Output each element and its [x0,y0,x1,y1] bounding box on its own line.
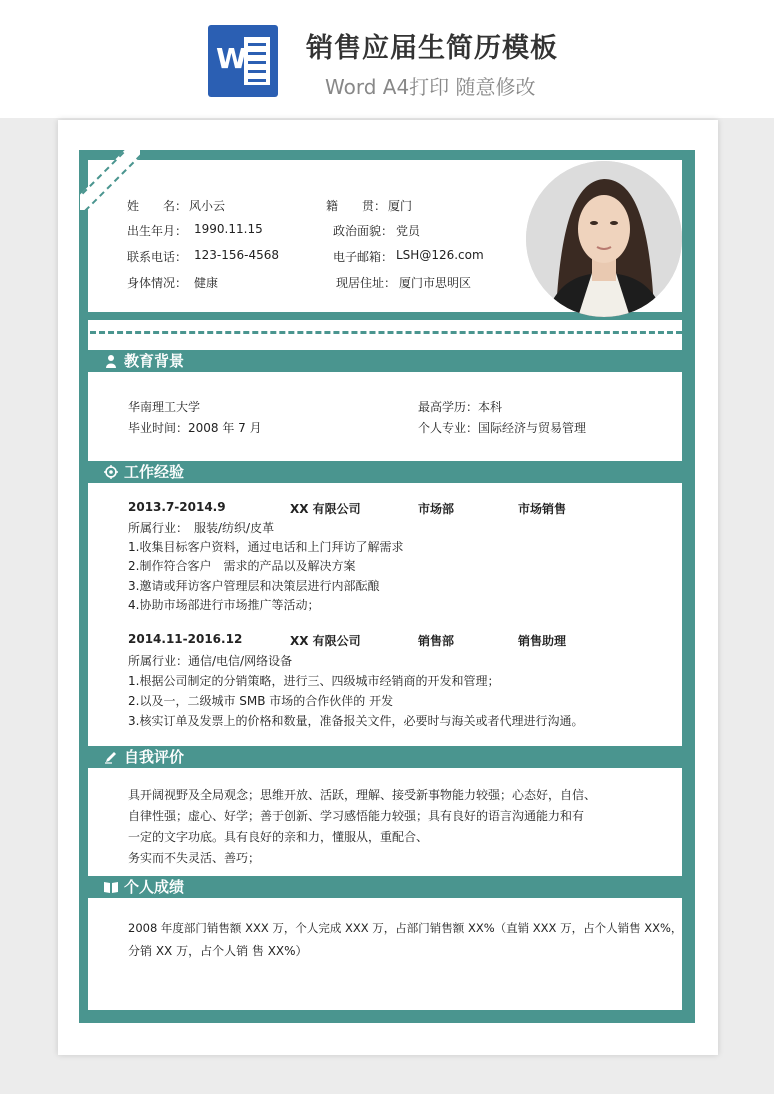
job2-industry: 所属行业：通信/电信/网络设备 [128,654,293,668]
job2-item: 3.核实订单及发票上的价格和数量，准备报关文件，必要时与海关或者代理进行沟通。 [128,714,584,728]
name-value: 风小云 [189,199,226,213]
health-value: 健康 [194,276,219,290]
political-value: 党员 [396,224,421,238]
job1-role: 市场销售 [518,502,567,516]
job1-item: 4.协助市场部进行市场推广等活动； [128,598,320,612]
self-eval-line: 一定的文字功底。具有良好的亲和力，懂服从，重配合、 [128,830,429,844]
school-name: 华南理工大学 [128,400,201,414]
major: 个人专业：国际经济与贸易管理 [418,421,587,435]
pen-icon [104,750,118,764]
name-label: 姓 名： [127,199,188,213]
job1-item: 1.收集目标客户资料，通过电话和上门拜访了解需求 [128,540,404,554]
job1-industry: 所属行业： 服装/纺织/皮革 [128,521,275,535]
degree: 最高学历：本科 [418,400,503,414]
address-label: 现居住址： [336,276,397,290]
dashed-divider [90,331,682,334]
email-label: 电子邮箱： [333,250,394,264]
page-title: 销售应届生简历模板 [306,33,558,64]
job2-role: 销售助理 [518,634,567,648]
achievement-line: 2008 年度部门销售额 XXX 万，个人完成 XXX 万，占部门销售额 XX%（直销 XXX 万，占个人销售 XX%， [128,921,683,935]
self-eval-line: 自律性强；虚心、好学；善于创新、学习感悟能力较强；具有良好的语言沟通能力和有 [128,809,585,823]
section-education: 教育背景 [88,350,687,372]
job1-company: XX 有限公司 [290,502,361,516]
book-icon [104,880,118,894]
job2-period: 2014.11-2016.12 [128,632,243,646]
word-icon: W [208,25,278,97]
phone-label: 联系电话： [127,250,188,264]
native-value: 厦门 [388,199,413,213]
birth-value: 1990.11.15 [194,222,263,236]
job2-company: XX 有限公司 [290,634,361,648]
graduation-date: 毕业时间：2008 年 7 月 [128,421,262,435]
person-icon [104,354,118,368]
self-eval-line: 具开阔视野及全局观念；思维开放、活跃，理解、接受新事物能力较强；心态好，自信、 [128,788,597,802]
birth-label: 出生年月： [127,224,188,238]
email-value: LSH@126.com [396,248,484,262]
political-label: 政治面貌： [333,224,394,238]
job2-item: 2.以及一，二级城市 SMB 市场的合作伙伴的 开发 [128,694,394,708]
health-label: 身体情况： [127,276,188,290]
target-icon [104,465,118,479]
phone-value: 123-156-4568 [194,248,280,262]
page-subtitle: Word A4打印 随意修改 [325,75,536,99]
native-label: 籍 贯： [326,199,387,213]
address-value: 厦门市思明区 [399,276,472,290]
page-header [0,0,774,118]
achievement-line: 分销 XX 万，占个人销 售 XX%） [128,944,308,958]
section-achievements: 个人成绩 [88,876,687,898]
job2-dept: 销售部 [418,634,455,648]
job2-item: 1.根据公司制定的分销策略，进行三、四级城市经销商的开发和管理； [128,674,500,688]
section-work: 工作经验 [88,461,687,483]
job1-dept: 市场部 [418,502,455,516]
profile-photo [526,161,682,317]
self-eval-line: 务实而不失灵活、善巧； [128,851,261,865]
job1-item: 3.邀请或拜访客户管理层和决策层进行内部酝酿 [128,579,380,593]
job1-period: 2013.7-2014.9 [128,500,226,514]
section-self-eval: 自我评价 [88,746,687,768]
job1-item: 2.制作符合客户 需求的产品以及解决方案 [128,559,356,573]
